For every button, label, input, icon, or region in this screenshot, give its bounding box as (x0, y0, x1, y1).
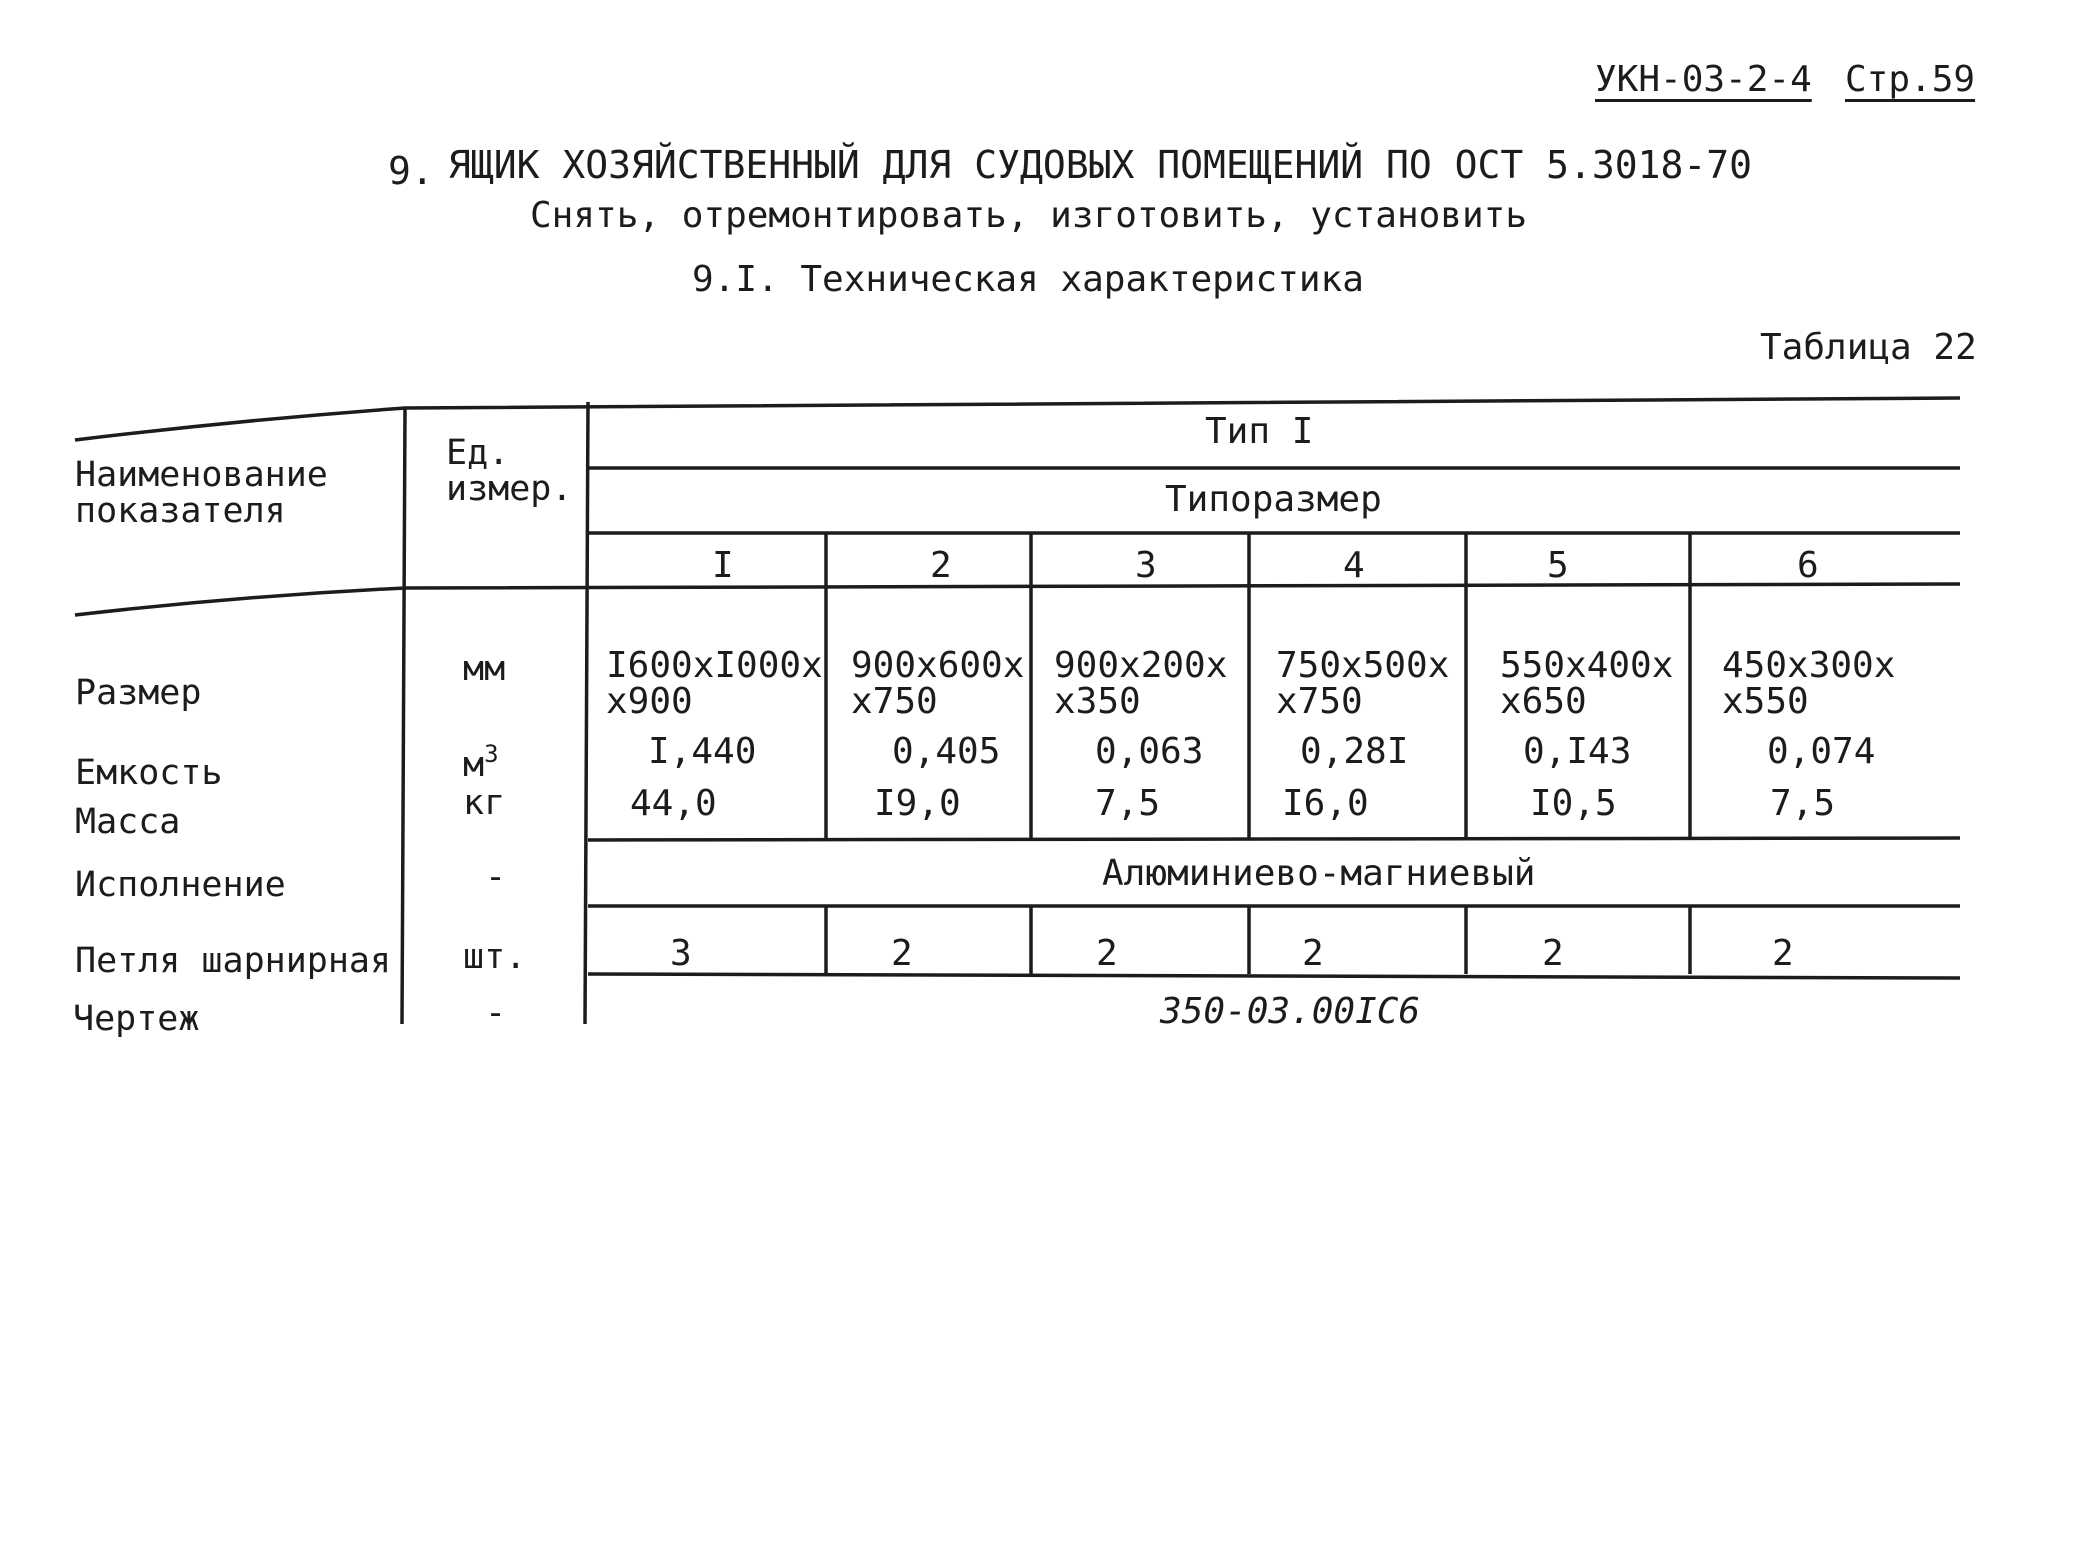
row-name-mass: Масса (75, 802, 181, 842)
work-line: Снять, отремонтировать, изготовить, установить (530, 195, 1527, 236)
table-top-rule (75, 398, 1960, 440)
mass-value-4: I6,0 (1282, 783, 1369, 824)
row-unit-mass: кг (463, 783, 506, 823)
mass-value-2: I9,0 (874, 783, 961, 824)
unit-header-line2: измер. (446, 469, 573, 509)
mass-value-3: 7,5 (1095, 783, 1161, 824)
unit-superscript: 3 (484, 740, 499, 768)
unit-col-divider (585, 402, 588, 1024)
capacity-value-6: 0,074 (1767, 731, 1876, 772)
capacity-value-5: 0,I43 (1523, 731, 1632, 772)
size-header: Типоразмер (1165, 479, 1382, 520)
name-header-line1: Наименование (75, 455, 328, 495)
capacity-value-1: I,440 (648, 731, 757, 772)
size-value-1-b: x900 (606, 681, 693, 722)
name-col-divider (402, 408, 405, 1024)
size-number-1: I (712, 545, 734, 586)
document-code: УКН-03-2-4 (1595, 59, 1812, 100)
size-number-6: 6 (1797, 545, 1819, 586)
capacity-value-2: 0,405 (892, 731, 1001, 772)
name-header-line2: показателя (75, 491, 286, 531)
size-value-6-b: x550 (1722, 681, 1809, 722)
size-number-3: 3 (1135, 545, 1157, 586)
row-unit-drawing: - (485, 993, 507, 1033)
row-name-execution: Исполнение (75, 865, 286, 905)
execution-top-rule (588, 838, 1960, 840)
capacity-value-4: 0,28I (1300, 731, 1409, 772)
hinge-value-1: 3 (670, 933, 692, 974)
type-header: Тип I (1205, 411, 1314, 452)
section-number: 9. (388, 149, 434, 193)
header-bottom-rule (75, 584, 1960, 615)
size-number-5: 5 (1547, 545, 1569, 586)
row-name-drawing: Чертеж (73, 999, 200, 1039)
drawing-value: 350-03.00IC6 (1160, 991, 1421, 1032)
size-value-3-a: 900x200x (1054, 645, 1228, 686)
size-value-2-b: x750 (851, 681, 938, 722)
mass-value-6: 7,5 (1770, 783, 1836, 824)
row-unit-capacity: $м^3$ (463, 740, 499, 785)
size-value-3-b: x350 (1054, 681, 1141, 722)
size-value-6-a: 450x300x (1722, 645, 1896, 686)
row-name-hinge: Петля шарнирная (75, 941, 392, 981)
hinge-value-3: 2 (1096, 933, 1118, 974)
size-number-2: 2 (930, 545, 952, 586)
size-number-4: 4 (1343, 545, 1365, 586)
capacity-value-3: 0,063 (1095, 731, 1204, 772)
page-number: Стр.59 (1845, 59, 1976, 100)
table-label: Таблица 22 (1760, 327, 1977, 368)
row-name-capacity: Емкость (75, 753, 223, 793)
hinge-value-5: 2 (1542, 933, 1564, 974)
hinge-value-2: 2 (891, 933, 913, 974)
row-name-size: Размер (75, 673, 202, 713)
size-value-1-a: I600xI000x (606, 645, 823, 686)
hinge-value-6: 2 (1772, 933, 1794, 974)
size-value-4-b: x750 (1276, 681, 1363, 722)
size-value-4-a: 750x500x (1276, 645, 1450, 686)
section-title: ЯЩИК ХОЗЯЙСТВЕННЫЙ ДЛЯ СУДОВЫХ ПОМЕЩЕНИЙ ПО ОСТ 5.3018-70 (448, 143, 1753, 187)
row-unit-execution: - (485, 857, 507, 897)
unit-header-line1: Ед. (446, 433, 510, 473)
mass-value-1: 44,0 (630, 783, 717, 824)
subsection-title: 9.I. Техническая характеристика (692, 259, 1364, 300)
hinge-value-4: 2 (1302, 933, 1324, 974)
row-unit-hinge: шт. (463, 937, 527, 977)
size-value-2-a: 900x600x (851, 645, 1025, 686)
execution-value: Алюминиево-магниевый (1102, 853, 1536, 894)
row-unit-size: мм (463, 649, 506, 689)
size-value-5-a: 550x400x (1500, 645, 1674, 686)
hinge-bottom-rule (588, 974, 1960, 978)
mass-value-5: I0,5 (1530, 783, 1617, 824)
size-value-5-b: x650 (1500, 681, 1587, 722)
